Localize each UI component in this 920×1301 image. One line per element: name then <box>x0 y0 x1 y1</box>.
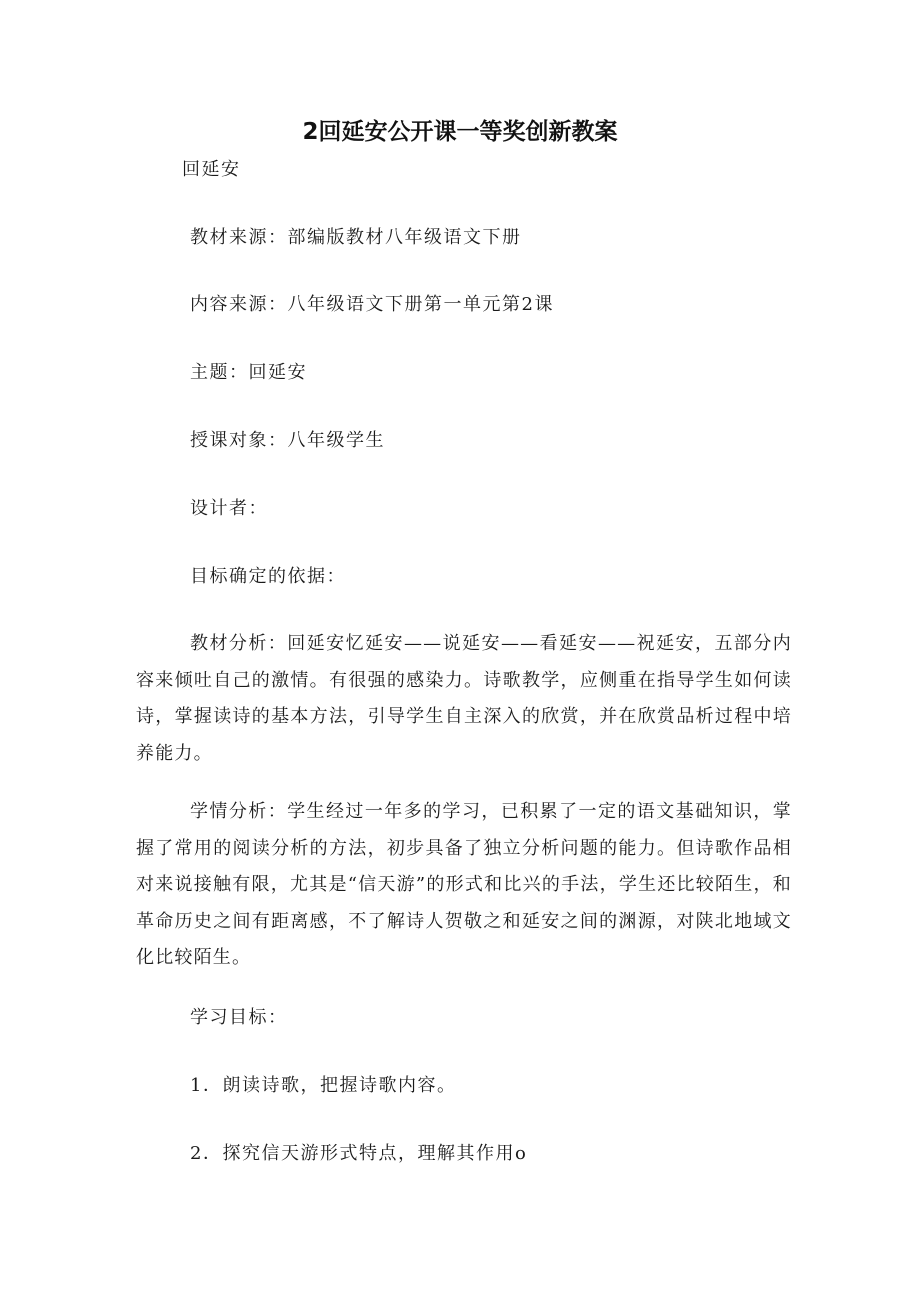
designer-line: 设计者： <box>190 498 268 519</box>
document-title: 2回延安公开课一等奖创新教案 <box>302 119 618 145</box>
basis-heading: 目标确定的依据： <box>190 566 346 587</box>
lesson-name: 回延安 <box>182 159 241 180</box>
content-source-line: 内容来源：八年级语文下册第一单元第2课 <box>190 294 554 315</box>
objective-item-1: 1．朗读诗歌，把握诗歌内容。 <box>190 1075 457 1096</box>
audience-line: 授课对象：八年级学生 <box>190 430 385 451</box>
textbook-analysis-paragraph: 教材分析：回延安忆延安——说延安——看延安——祝延安，五部分内容来倾吐自己的激情。有很强的感染力。诗歌教学，应侧重在指导学生如何读诗，掌握读诗的基本方法，引导学生自主深入的欣赏，并在欣赏品析过程中培养能力。 <box>136 633 792 764</box>
student-analysis-paragraph: 学情分析：学生经过一年多的学习，已积累了一定的语文基础知识，掌握了常用的阅读分析的方法，初步具备了独立分析问题的能力。但诗歌作品相对来说接触有限，尤其是“信天游”的形式和比兴的手法，学生还比较陌生，和革命历史之间有距离感，不了解诗人贺敬之和延安之间的渊源，对陕北地域文化比较陌生。 <box>136 801 792 968</box>
objective-item-2: 2．探究信天游形式特点，理解其作用o <box>190 1143 528 1164</box>
topic-line: 主题：回延安 <box>190 362 307 383</box>
objectives-heading: 学习目标： <box>190 1007 288 1028</box>
textbook-source-line: 教材来源：部编版教材八年级语文下册 <box>190 227 522 248</box>
